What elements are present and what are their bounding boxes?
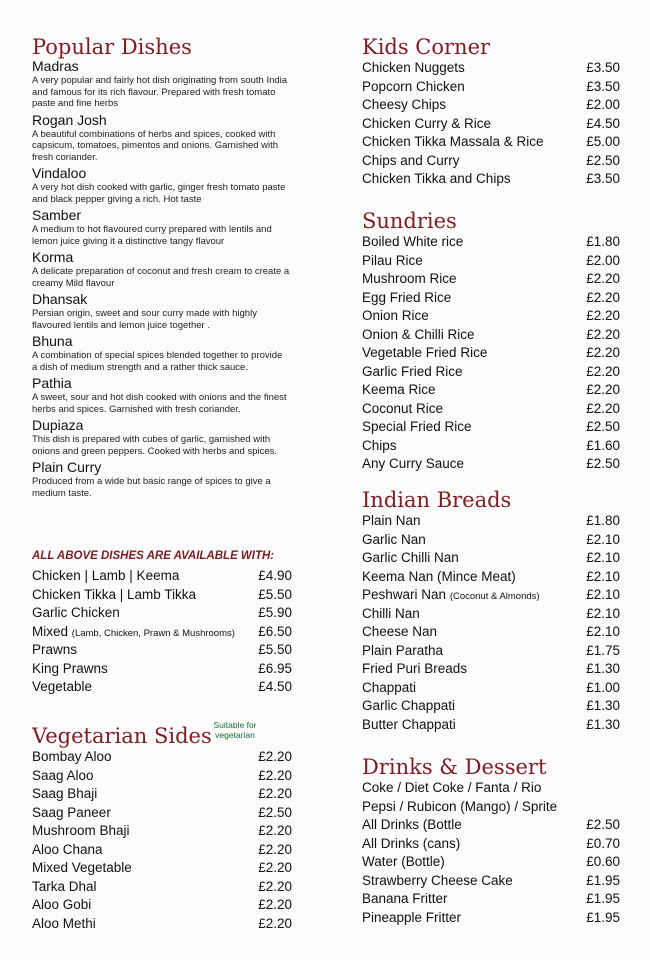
item-name: Saag Paneer [32, 804, 111, 820]
kids-item-row [362, 133, 620, 152]
item-name: Onion & Chilli Rice [362, 326, 475, 342]
item-name: Any Curry Sauce [362, 456, 465, 471]
item-name-group [362, 660, 467, 679]
item-price: £3.50 [586, 60, 620, 75]
sundries-item-row [362, 400, 620, 419]
item-price: £2.50 [586, 456, 620, 471]
kids-corner-heading: Kids Corner [362, 35, 491, 59]
dish-description: A very popular and fairly hot dish originating from south India and famous for its rich flavour. Prepared with fresh tomato paste and fine herbs [32, 75, 288, 109]
item-name: Saag Aloo [32, 767, 94, 783]
sundries-item-row [362, 289, 620, 308]
meat-option-row [32, 604, 292, 623]
item-name: Chilli Nan [362, 605, 420, 621]
availability-notice: ALL ABOVE DISHES ARE AVAILABLE WITH: [32, 550, 275, 562]
item-name-group [362, 289, 451, 308]
item-name: Plain Paratha [362, 642, 444, 658]
left-column [32, 0, 292, 960]
item-name-group [32, 804, 111, 823]
item-price: £2.50 [586, 817, 620, 832]
meat-option-row [32, 641, 292, 660]
bread-item-row [362, 642, 620, 661]
item-name: Garlic Nan [362, 531, 426, 547]
item-name: Keema Rice [362, 382, 436, 397]
item-name-group [362, 363, 463, 382]
bread-item-row [362, 586, 620, 605]
item-price: £1.95 [586, 909, 620, 925]
item-price: £2.20 [258, 823, 292, 838]
dish-description: A very hot dish cooked with garlic, ginger fresh tomato paste and black pepper giving a rich. Hot taste [32, 182, 286, 205]
soft-drinks-line: Coke / Diet Coke / Fanta / Rio [362, 780, 542, 795]
item-name: Peshwari Nan [362, 587, 447, 602]
item-name: Saag Bhaji [32, 786, 98, 801]
meat-option-row [32, 660, 292, 679]
item-name: Garlic Chappati [362, 698, 456, 713]
item-name-group [32, 878, 97, 897]
item-name-group [32, 767, 94, 786]
popular-dishes-heading: Popular Dishes [32, 35, 192, 59]
item-name-group [32, 660, 108, 679]
sundries-item-row [362, 326, 620, 345]
item-price: £4.50 [586, 115, 620, 131]
meat-option-row [32, 623, 292, 642]
item-name-group [362, 623, 437, 642]
dish-description: Produced from a wide but basic range of spices to give a medium taste. [32, 476, 271, 499]
item-name: Onion Rice [362, 308, 429, 323]
item-name: Fried Puri Breads [362, 661, 468, 676]
item-name-group [362, 437, 397, 456]
dish-description: This dish is prepared with cubes of garlic, garnished with onions and green peppers. Cooked with herbs and spices. [32, 434, 278, 457]
sundries-item-row [362, 233, 620, 252]
item-name-group [32, 586, 196, 605]
item-name-group [362, 115, 491, 134]
item-name: Butter Chappati [362, 716, 456, 732]
veg-side-row [32, 859, 292, 878]
dish-description: A sweet, sour and hot dish cooked with onions and the finest herbs and spices. Garnished with fresh coriander. [32, 392, 287, 415]
item-price: £1.30 [586, 716, 620, 732]
item-name: Pineapple Fritter [362, 909, 462, 925]
item-name: All Drinks (Bottle [362, 817, 462, 832]
indian-breads-list [362, 512, 620, 734]
veg-side-row [32, 767, 292, 786]
item-name-group [362, 252, 423, 271]
bread-item-row [362, 549, 620, 568]
sundries-item-row [362, 381, 620, 400]
item-price: £1.75 [586, 642, 620, 658]
item-name: Garlic Fried Rice [362, 363, 463, 379]
sundries-item-row [362, 418, 620, 437]
bread-item-row [362, 623, 620, 642]
dish-name: Vindaloo [32, 165, 87, 181]
bread-item-row [362, 605, 620, 624]
veg-side-row [32, 748, 292, 767]
dish-name: Rogan Josh [32, 111, 107, 128]
item-price: £5.50 [258, 642, 292, 657]
item-name: Prawns [32, 642, 78, 657]
item-name: King Prawns [32, 660, 108, 676]
sundries-item-row [362, 437, 620, 456]
bread-item-row [362, 697, 620, 716]
item-name-group [362, 853, 445, 872]
kids-item-row [362, 170, 620, 189]
item-name: Chappati [362, 679, 417, 695]
vegetarian-sides-heading: Vegetarian Sides [32, 724, 212, 748]
item-name-group [362, 326, 475, 345]
item-price: £2.20 [586, 326, 620, 342]
item-price: £2.20 [258, 860, 292, 875]
veg-side-row [32, 785, 292, 804]
item-name: Boiled White rice [362, 234, 464, 249]
item-price: £0.60 [586, 854, 620, 869]
item-name: Pilau Rice [362, 252, 423, 268]
item-name-group [32, 859, 132, 878]
bread-item-row [362, 531, 620, 550]
item-name-group [362, 816, 462, 835]
item-name-group [32, 822, 130, 841]
item-name: Chicken Tikka | Lamb Tikka [32, 586, 197, 602]
sundries-item-row [362, 252, 620, 271]
dish-name: Dhansak [32, 291, 88, 307]
item-name: Cheese Nan [362, 624, 438, 639]
veg-side-row [32, 804, 292, 823]
dish-name: Madras [32, 58, 79, 74]
sundries-heading: Sundries [362, 209, 457, 233]
meat-option-row [32, 678, 292, 697]
item-name-group [362, 233, 463, 252]
item-name: Mixed Vegetable [32, 860, 132, 875]
item-price: £5.90 [258, 605, 292, 620]
item-price: £1.95 [586, 891, 620, 906]
dish-description: A beautiful combinations of herbs and spices, cooked with capsicum, tomatoes, pimentos and onions. Garnished with fresh coriander. [32, 128, 279, 163]
item-name-group [32, 678, 92, 697]
item-price: £2.20 [586, 400, 620, 416]
item-name-group [362, 568, 516, 587]
item-price: £2.10 [586, 568, 620, 584]
meat-option-row [32, 586, 292, 605]
item-price: £2.20 [258, 841, 292, 857]
dish-name: Pathia [32, 375, 72, 391]
item-price: £2.20 [258, 897, 292, 912]
veg-side-row [32, 841, 292, 860]
item-name-group [362, 344, 487, 363]
item-price: £5.50 [258, 586, 292, 602]
item-name: Coconut Rice [362, 400, 444, 416]
item-price: £2.20 [258, 767, 292, 783]
veg-side-row [32, 822, 292, 841]
dish-description: A combination of special spices blended together to provide a dish of medium strength and a rather thick sauce. [32, 350, 283, 373]
vegetarian-sides-list [32, 748, 292, 933]
veg-side-row [32, 878, 292, 897]
item-price: £6.50 [258, 623, 292, 639]
item-name-group [362, 96, 446, 115]
item-price: £2.50 [586, 152, 620, 168]
item-price: £3.50 [586, 171, 620, 186]
item-name: Chips [362, 437, 397, 453]
item-name: Vegetable Fried Rice [362, 345, 488, 360]
veg-side-row [32, 896, 292, 915]
meat-options-list [32, 567, 292, 697]
drink-item-row [362, 872, 620, 891]
item-name-group [32, 641, 77, 660]
item-name: Keema Nan (Mince Meat) [362, 568, 516, 584]
item-name-group [32, 623, 235, 644]
item-name-group [362, 270, 457, 289]
kids-item-row [362, 78, 620, 97]
item-price: £2.20 [258, 878, 292, 894]
item-price: £1.95 [586, 872, 620, 888]
item-name-group [362, 59, 465, 78]
item-name-group [362, 872, 513, 891]
item-name-group [362, 381, 436, 400]
item-name: Mushroom Bhaji [32, 823, 130, 838]
kids-corner-list [362, 59, 620, 189]
item-name-group [32, 915, 96, 934]
item-name-group [362, 531, 426, 550]
item-name-group [362, 307, 429, 326]
sundries-item-row [362, 363, 620, 382]
item-name: Popcorn Chicken [362, 78, 465, 94]
bread-item-row [362, 568, 620, 587]
item-name-group [362, 78, 465, 97]
indian-breads-heading: Indian Breads [362, 488, 512, 512]
vegetarian-note: Suitable for vegetarian [213, 720, 257, 740]
soft-drinks-line: Pepsi / Rubicon (Mango) / Sprite [362, 798, 558, 814]
kids-item-row [362, 96, 620, 115]
dish-name: Dupiaza [32, 417, 84, 433]
item-price: £2.20 [586, 345, 620, 360]
item-name: Bombay Aloo [32, 749, 112, 764]
item-name: Water (Bottle) [362, 854, 445, 869]
item-name: Mixed [32, 623, 69, 639]
item-name-group [32, 567, 179, 586]
item-name: Aloo Chana [32, 841, 103, 857]
item-name: Vegetable [32, 679, 93, 694]
item-name: Chicken Curry & Rice [362, 115, 492, 131]
bread-item-row [362, 512, 620, 531]
sundries-list [362, 233, 620, 474]
item-price: £2.10 [586, 587, 620, 602]
item-name: Mushroom Rice [362, 271, 457, 286]
sundries-item-row [362, 455, 620, 474]
item-price: £3.50 [586, 78, 620, 94]
item-name-group [362, 605, 420, 624]
drink-item-row [362, 890, 620, 909]
item-price: £2.20 [586, 363, 620, 379]
kids-item-row [362, 59, 620, 78]
item-name: Banana Fritter [362, 891, 448, 906]
item-price: £2.50 [258, 804, 292, 820]
dish-name: Samber [32, 207, 82, 223]
item-name-group [32, 785, 97, 804]
veg-side-row [32, 915, 292, 934]
item-price: £2.00 [586, 252, 620, 268]
item-name: Chips and Curry [362, 152, 460, 168]
popular-dishes-list [32, 58, 290, 501]
item-name-group [362, 400, 443, 419]
sundries-item-row [362, 307, 620, 326]
item-name: All Drinks (cans) [362, 835, 461, 851]
item-name: Tarka Dhal [32, 878, 97, 894]
item-name: Special Fried Rice [362, 419, 472, 434]
item-name-group [362, 586, 540, 607]
item-name-group [362, 512, 421, 531]
item-name-group [32, 896, 91, 915]
dish-description: Persian origin, sweet and sour curry made with highly flavoured lentils and lemon juice together . [32, 308, 257, 331]
item-name: Aloo Methi [32, 915, 96, 931]
kids-item-row [362, 152, 620, 171]
item-name-group [362, 133, 544, 152]
right-column [362, 0, 620, 960]
item-name: Strawberry Cheese Cake [362, 872, 513, 888]
item-name-group [362, 890, 448, 909]
drink-item-row [362, 835, 620, 854]
item-price: £2.20 [586, 271, 620, 286]
item-name: Chicken Tikka and Chips [362, 171, 511, 186]
sundries-item-row [362, 344, 620, 363]
item-price: £2.20 [586, 289, 620, 305]
item-name-group [362, 679, 416, 698]
drink-item-row [362, 909, 620, 928]
item-price: £1.30 [586, 698, 620, 713]
item-price: £2.20 [586, 382, 620, 397]
item-price: £2.20 [258, 786, 292, 801]
item-name-group [362, 418, 472, 437]
item-price: £2.20 [258, 749, 292, 764]
item-name: Garlic Chilli Nan [362, 550, 459, 565]
item-price: £2.20 [586, 308, 620, 323]
item-price: £1.00 [586, 679, 620, 695]
item-price: £2.10 [586, 531, 620, 547]
item-name: Chicken Nuggets [362, 60, 465, 75]
item-price: £6.95 [258, 660, 292, 676]
bread-item-row [362, 660, 620, 679]
item-name-group [32, 604, 120, 623]
dish-name: Plain Curry [32, 459, 102, 475]
item-name-group [362, 716, 456, 735]
item-name: Chicken | Lamb | Keema [32, 568, 180, 583]
item-price: £1.60 [586, 437, 620, 453]
dish-description: A delicate preparation of coconut and fresh cream to create a creamy Mild flavour [32, 266, 290, 289]
item-name-group [362, 152, 460, 171]
item-price: £5.00 [586, 134, 620, 149]
item-name: Cheesy Chips [362, 97, 447, 112]
item-price: £1.80 [586, 234, 620, 249]
bread-item-row [362, 716, 620, 735]
item-price: £1.30 [586, 661, 620, 676]
item-price: £1.80 [586, 513, 620, 528]
item-note: (Lamb, Chicken, Prawn & Mushrooms) [71, 627, 235, 639]
item-name: Plain Nan [362, 513, 421, 528]
dish-description: A medium to hot flavoured curry prepared with lentils and lemon juice giving it a distinctive tangy flavour [32, 224, 272, 247]
item-name-group [362, 170, 511, 189]
drinks-dessert-heading: Drinks & Dessert [362, 755, 547, 779]
item-name-group [32, 841, 103, 860]
sundries-item-row [362, 270, 620, 289]
item-price: £2.10 [586, 550, 620, 565]
item-name: Egg Fried Rice [362, 289, 452, 305]
item-name-group [362, 835, 460, 854]
item-name-group [362, 549, 459, 568]
item-name-group [32, 748, 112, 767]
item-name-group [362, 697, 455, 716]
item-name-group [362, 642, 443, 661]
item-price: £2.20 [258, 915, 292, 931]
item-price: £0.70 [586, 835, 620, 851]
item-price: £4.90 [258, 568, 292, 583]
dish-name: Bhuna [32, 333, 73, 349]
drink-item-row [362, 853, 620, 872]
drinks-list [362, 779, 620, 927]
item-note: (Coconut & Almonds) [449, 591, 540, 602]
dish-name: Korma [32, 249, 74, 265]
item-price: £2.50 [586, 419, 620, 434]
item-name: Garlic Chicken [32, 605, 120, 620]
item-name: Aloo Gobi [32, 897, 92, 912]
meat-option-row [32, 567, 292, 586]
drink-item-row [362, 816, 620, 835]
item-name-group [362, 909, 461, 928]
item-price: £2.10 [586, 605, 620, 621]
item-name: Chicken Tikka Massala & Rice [362, 134, 544, 149]
item-price: £2.10 [586, 624, 620, 639]
bread-item-row [362, 679, 620, 698]
item-name-group [362, 455, 464, 474]
item-price: £2.00 [586, 97, 620, 112]
kids-item-row [362, 115, 620, 134]
item-price: £4.50 [258, 679, 292, 694]
